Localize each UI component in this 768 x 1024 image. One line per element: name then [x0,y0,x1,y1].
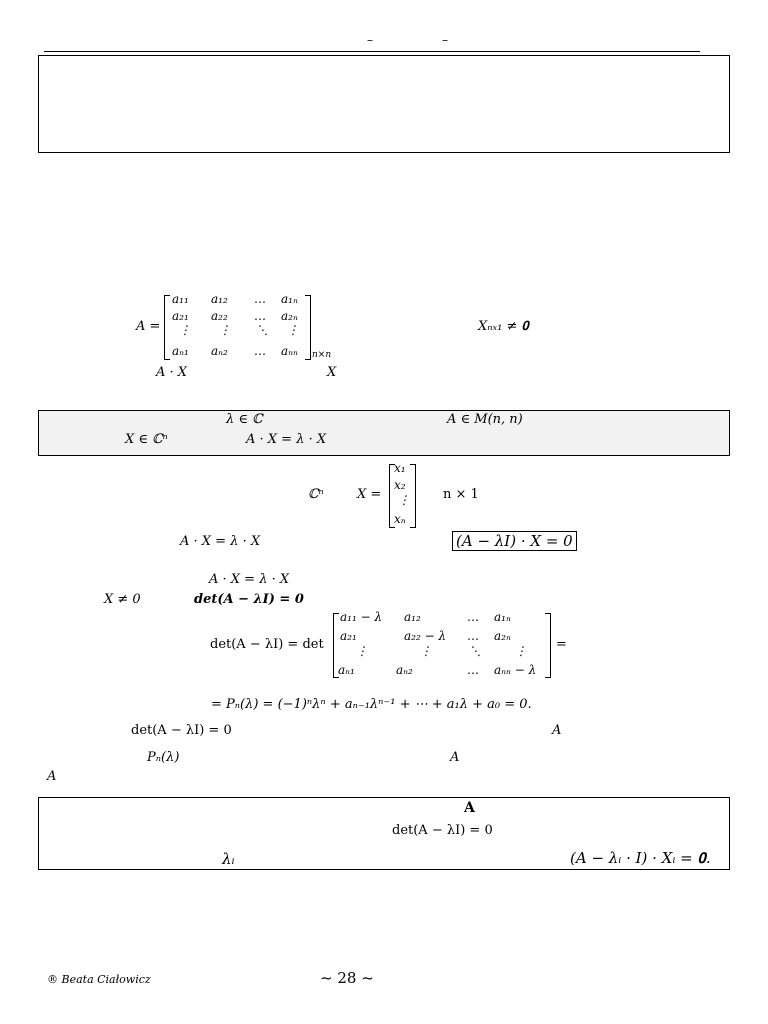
det-cell: a₁₁ − λ [340,610,383,624]
matrix-cell: a₁₂ [211,292,228,306]
matrix-cell: aₙ₂ [211,344,228,358]
vector-entry: x₂ [394,478,406,492]
det-cell: ⋮ [356,644,368,658]
vector-x-lhs: X = [357,487,382,502]
matrix-cell: a₁ₙ [281,292,298,306]
det-cell: aₙ₂ [396,663,413,677]
characteristic-equation: det(A − λI) = 0 [131,723,232,738]
det-cell: a₁ₙ [494,610,511,624]
det-cell: a₂ₙ [494,629,511,643]
x-symbol: X [327,365,337,380]
vector-entry: ⋮ [398,493,410,507]
det-cell: ⋮ [515,644,527,658]
det-cell: aₙ₁ [338,663,355,677]
det-cell: a₂₁ [340,629,357,643]
header-dash-2: – [442,33,448,47]
pn-lambda: Pₙ(λ) [147,750,180,765]
det-cell: ⋮ [420,644,432,658]
matrix-a-size: n×n [312,350,332,360]
matrix-cell: a₂₂ [211,309,228,323]
det-cell: a₂₂ − λ [404,629,447,643]
det-cell: a₁₂ [404,610,421,624]
summary-eigenvector-equation: (A − λᵢ · I) · Xᵢ = 𝟎. [570,849,711,867]
characteristic-equation-bold: det(A − λI) = 0 [194,592,304,607]
matrix-cell: ⋮ [179,323,191,337]
matrix-cell: ⋱ [256,323,268,337]
matrix-cell: a₁₁ [172,292,189,306]
characteristic-polynomial: = Pₙ(λ) = (−1)ⁿλⁿ + aₙ₋₁λⁿ⁻¹ + ⋯ + a₁λ + a₀ = 0. [211,697,532,712]
eigen-equation-2: A · X = λ · X [180,534,261,549]
det-cell: … [467,629,479,643]
x-not-zero: X ≠ 0 [104,592,141,607]
a-symbol-1: A [552,723,562,738]
top-box [38,55,730,153]
determinant-lhs: det(A − λI) = det [210,637,324,652]
summary-lambda-i: λᵢ [222,850,235,868]
footer-author: ® Beata Ciałowicz [47,973,151,986]
a-times-x: A · X [156,365,188,380]
vector-x-right-bracket [410,464,416,528]
eigen-equation-3: A · X = λ · X [209,572,290,587]
matrix-cell: a₂₁ [172,309,189,323]
header-dash-1: – [367,33,373,47]
boxed-homogeneous-equation: (A − λI) · X = 0 [452,531,577,551]
footer-page-number: ~ 28 ~ [320,969,374,987]
eigen-equation: A · X = λ · X [246,432,327,447]
det-cell: … [467,610,479,624]
a-symbol-2: A [450,750,460,765]
matrix-cell: … [254,344,266,358]
matrix-a-lhs: A = [136,319,161,334]
matrix-a-right-bracket [305,295,311,360]
x-vector-nonzero: Xₙₓ₁ ≠ 𝟎 [478,319,529,334]
x-in-cn: X ∈ ℂⁿ [125,432,168,447]
matrix-cell: a₂ₙ [281,309,298,323]
matrix-cell: aₙ₁ [172,344,189,358]
summary-characteristic-equation: det(A − λI) = 0 [392,823,493,838]
det-equals: = [556,637,567,652]
vector-entry: x₁ [394,461,406,475]
a-symbol-3: A [47,769,57,784]
matrix-cell: … [254,292,266,306]
vector-entry: xₙ [394,512,406,526]
summary-a-bold: A [464,800,475,816]
det-cell: ⋱ [469,644,481,658]
det-cell: aₙₙ − λ [494,663,537,677]
det-right-bracket [545,613,551,678]
matrix-cell: aₙₙ [281,344,298,358]
det-cell: … [467,663,479,677]
matrix-cell: ⋮ [219,323,231,337]
lambda-in-c: λ ∈ ℂ [226,412,263,427]
header-rule [44,51,700,52]
cn-symbol: ℂⁿ [308,487,324,502]
matrix-cell: … [254,309,266,323]
vector-dimension: n × 1 [443,487,479,502]
matrix-a-left-bracket [164,295,170,360]
a-in-mnn: A ∈ M(n, n) [447,412,523,427]
matrix-cell: ⋮ [287,323,299,337]
